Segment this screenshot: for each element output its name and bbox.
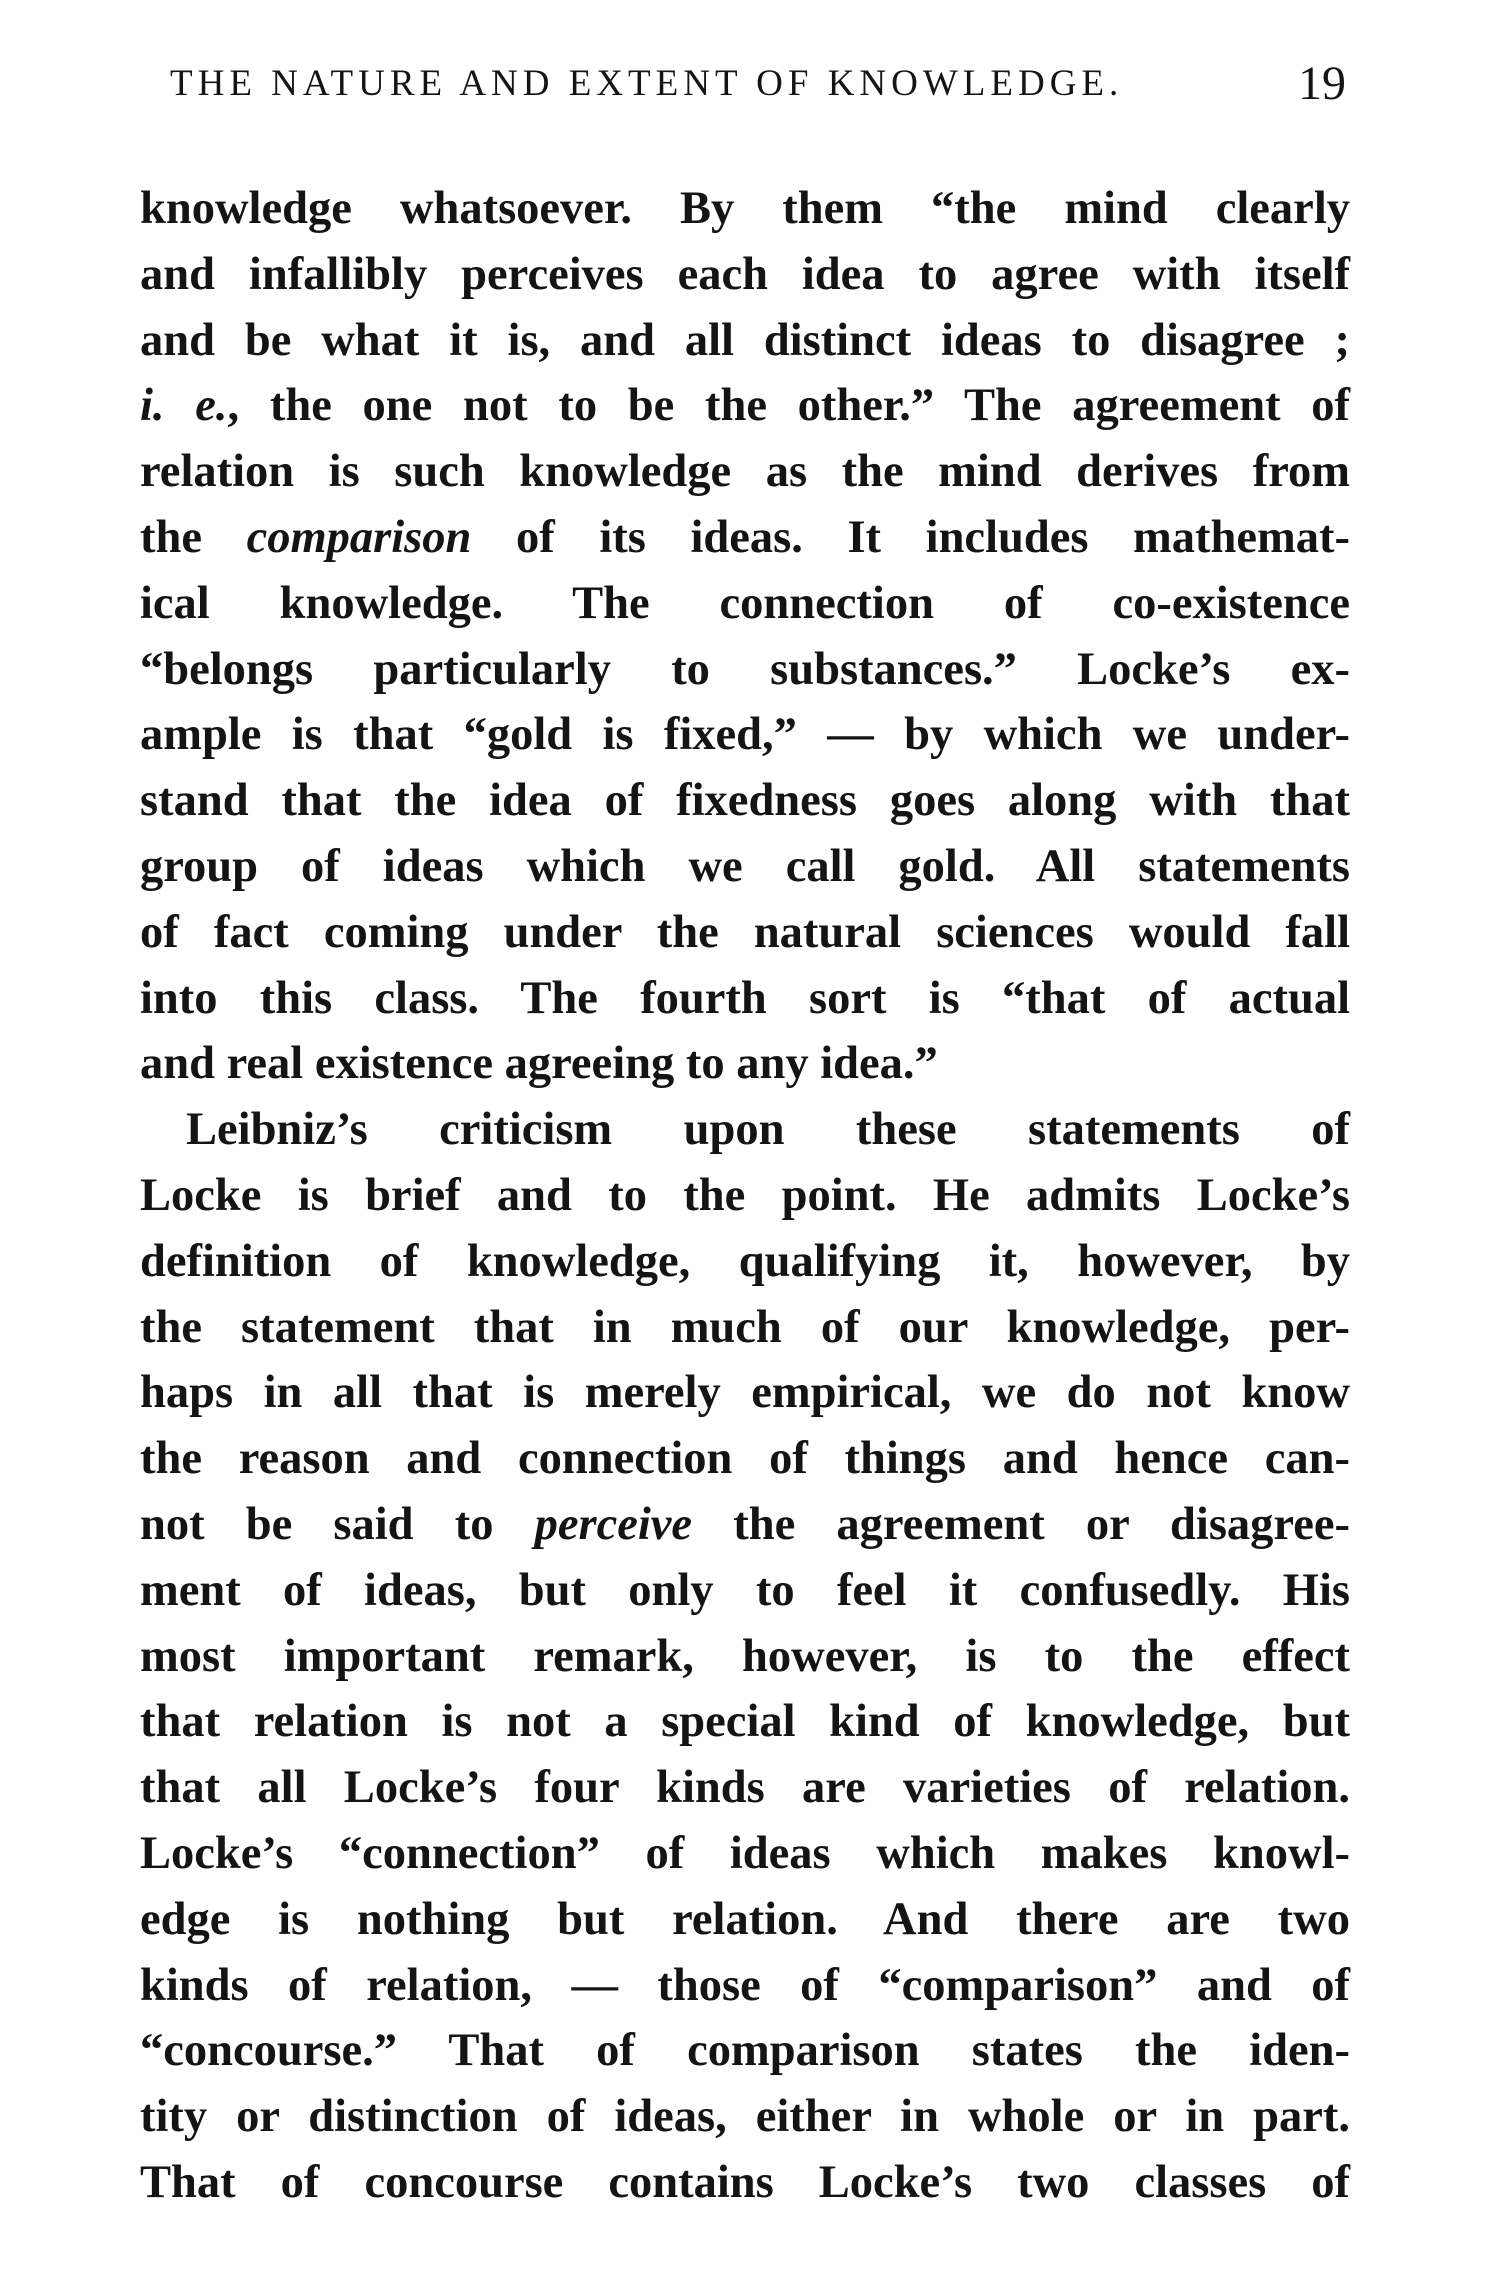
text-line: “concourse.” That of comparison states the iden- <box>140 2025 1350 2077</box>
text-line: relation is such knowledge as the mind derives from <box>140 446 1350 498</box>
text-line: ample is that “gold is fixed,” — by which we under- <box>140 709 1350 761</box>
text-line: of fact coming under the natural sciences would fall <box>140 906 1350 958</box>
text-line: most important remark, however, is to the effect <box>140 1630 1350 1682</box>
text-line: group of ideas which we call gold. All statements <box>140 840 1350 892</box>
text-line: tity or distinction of ideas, either in whole or in part. <box>140 2091 1350 2143</box>
text-line: Leibniz’s criticism upon these statements of <box>186 1104 1350 1156</box>
text-line: knowledge whatsoever. By them “the mind clearly <box>140 183 1350 234</box>
text-line: the comparison of its ideas. It includes mathemat- <box>140 511 1350 563</box>
text-line: that relation is not a special kind of knowledge, but <box>140 1696 1350 1748</box>
text-line: Locke’s “connection” of ideas which makes knowl- <box>140 1827 1350 1879</box>
paragraph-2 <box>140 1097 1350 2216</box>
text-line: “belongs particularly to substances.” Locke’s ex- <box>140 643 1350 695</box>
text-line: the statement that in much of our knowledge, per- <box>140 1301 1350 1353</box>
text-line: definition of knowledge, qualifying it, however, by <box>140 1235 1350 1287</box>
body-text <box>140 176 1350 2216</box>
text-line: into this class. The fourth sort is “that of actual <box>140 972 1350 1024</box>
running-head <box>140 57 1350 120</box>
text-line: Locke is brief and to the point. He admits Locke’s <box>140 1169 1350 1221</box>
book-page <box>140 57 1350 2216</box>
text-line: that all Locke’s four kinds are varieties of relation. <box>140 1762 1350 1814</box>
text-line: ical knowledge. The connection of co-existence <box>140 577 1350 629</box>
text-line: and infallibly perceives each idea to agree with itself <box>140 248 1350 300</box>
text-line: i. e., the one not to be the other.” The agreement of <box>140 380 1350 432</box>
text-line: and be what it is, and all distinct ideas to disagree ; <box>140 314 1350 366</box>
text-line: not be said to perceive the agreement or disagree- <box>140 1498 1350 1550</box>
text-line: kinds of relation, — those of “comparison” and of <box>140 1959 1350 2011</box>
text-line: ment of ideas, but only to feel it confusedly. His <box>140 1564 1350 1616</box>
running-title: THE NATURE AND EXTENT OF KNOWLEDGE. <box>170 63 1124 104</box>
text-line: the reason and connection of things and hence can- <box>140 1433 1350 1485</box>
paragraph-1 <box>140 176 1350 1097</box>
text-line: stand that the idea of fixedness goes along with that <box>140 775 1350 827</box>
text-line: edge is nothing but relation. And there are two <box>140 1893 1350 1945</box>
page-number: 19 <box>1298 57 1346 110</box>
text-line: That of concourse contains Locke’s two classes of <box>140 2156 1350 2208</box>
text-line: and real existence agreeing to any idea.” <box>140 1038 938 1090</box>
text-line: haps in all that is merely empirical, we do not know <box>140 1367 1350 1419</box>
